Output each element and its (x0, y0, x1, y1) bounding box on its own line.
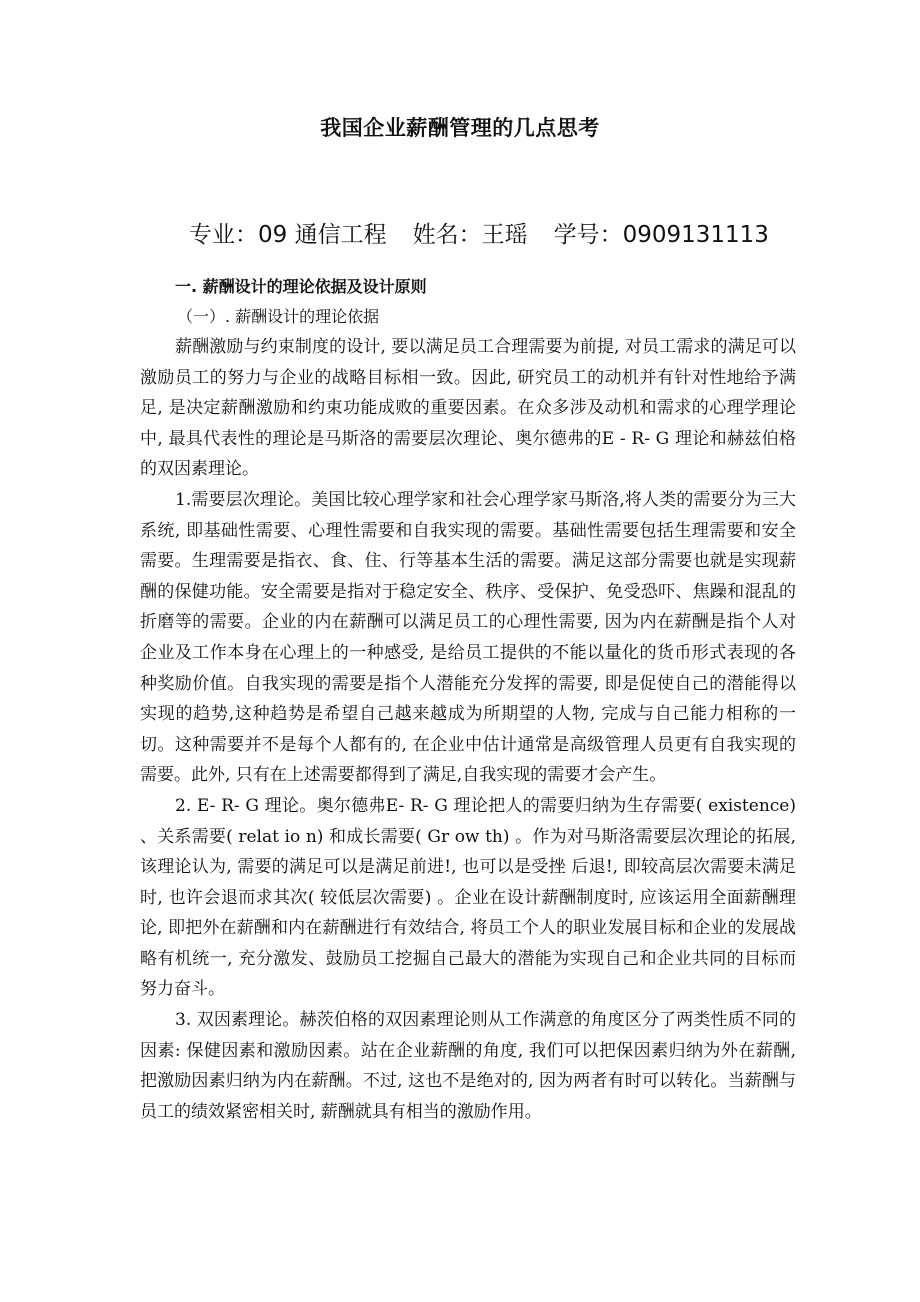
document-body (140, 272, 796, 1127)
major-label: 专业：09 通信工程 (189, 222, 387, 248)
subsection-heading: （一）. 薪酬设计的理论依据 (177, 307, 380, 326)
paragraph-two-factor-theory: 3. 双因素理论。赫茨伯格的双因素理论则从工作满意的角度区分了两类性质不同的因素: 保健因素和激励因素。站在企业薪酬的角度, 我们可以把保因素归纳为外在薪酬, 把激励因素归纳为内在薪酬。不过, 这也不是绝对的, 因为两者有时可以转化。当薪酬与员工的绩效紧密相关时, 薪酬就具有相当的激励作用。 (140, 1010, 796, 1122)
paragraph-erg-theory: 2. E- R- G 理论。奥尔德弗E- R- G 理论把人的需要归纳为生存需要( existence) 、关系需要( relat io n) 和成长需要( Gr ow th) 。作为对马斯洛需要层次理论的拓展, 该理论认为, 需要的满足可以是满足前进!, 也可以是受挫 后退!, 即较高层次需要未满足时, 也许会退而求其次( 较低层次需要) 。企业在设计薪酬制度时, 应该运用全面薪酬理论, 即把外在薪酬和内在薪酬进行有效结合, 将员工个人的职业发展目标和企业的发展战略有机统一, 充分激发、鼓励员工挖掘自己最大的潜能为实现自己和企业共同的目标而努力奋斗。 (140, 795, 796, 1000)
section-heading: 一. 薪酬设计的理论依据及设计原则 (175, 277, 427, 296)
author-info-line (0, 216, 920, 249)
document-title: 我国企业薪酬管理的几点思考 (320, 116, 600, 140)
paragraph-intro: 薪酬激励与约束制度的设计, 要以满足员工合理需要为前提, 对员工需求的满足可以激励员工的努力与企业的战略目标相一致。因此, 研究员工的动机并有针对性地给予满足, 是决定薪酬激励和约束功能成败的重要因素。在众多涉及动机和需求的心理学理论中, 最具代表性的理论是马斯洛的需要层次理论、奥尔德弗的E - R- G 理论和赫兹伯格的双因素理论。 (140, 337, 796, 480)
name-label: 姓名：王瑶 (412, 222, 528, 248)
student-id-label: 学号：0909131113 (553, 222, 769, 248)
paragraph-hierarchy-theory: 1.需要层次理论。美国比较心理学家和社会心理学家马斯洛,将人类的需要分为三大系统, 即基础性需要、心理性需要和自我实现的需要。基础性需要包括生理需要和安全需要。生理需要是指衣、食、住、行等基本生活的需要。满足这部分需要也就是实现薪酬的保健功能。安全需要是指对于稳定安全、秩序、受保护、免受恐吓、焦躁和混乱的折磨等的需要。企业的内在薪酬可以满足员工的心理性需要, 因为内在薪酬是指个人对企业及工作本身在心理上的一种感受, 是给员工提供的不能以量化的货币形式表现的各种奖励价值。自我实现的需要是指个人潜能充分发挥的需要, 即是促使自己的潜能得以实现的趋势,这种趋势是希望自己越来越成为所期望的人物, 完成与自己能力相称的一切。这种需要并不是每个人都有的, 在企业中估计通常是高级管理人员更有自我实现的需要。此外, 只有在上述需要都得到了满足,自我实现的需要才会产生。 (140, 489, 796, 786)
